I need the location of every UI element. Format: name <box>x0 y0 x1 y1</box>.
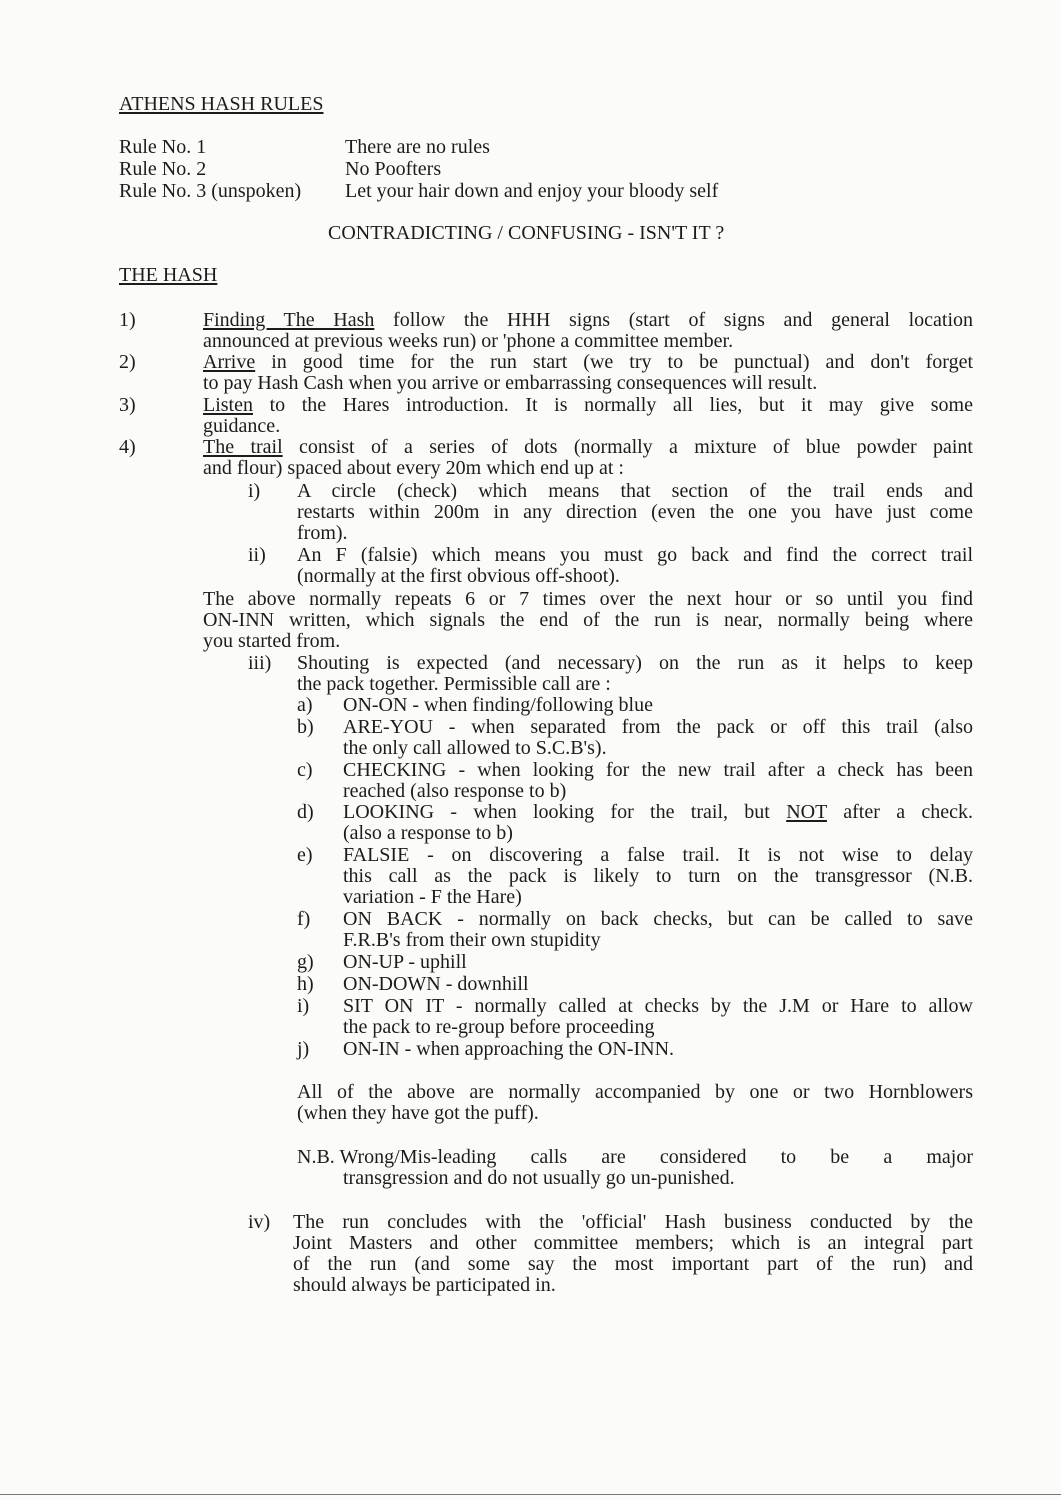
item-number: 4) <box>119 436 136 458</box>
sub-item-text: of the run (and some say the most important part of the run) and <box>293 1253 973 1275</box>
sub-item-text: An F (falsie) which means you must go back and find the correct trail <box>297 544 973 566</box>
call-item <box>343 1039 973 1060</box>
call-letter: e) <box>297 844 313 866</box>
call-text: the only call allowed to S.C.B's). <box>343 737 607 759</box>
sub-item-text: restarts within 200m in any direction (even the one you have just come <box>297 501 973 523</box>
call-letter: j) <box>297 1038 310 1060</box>
page-edge-line <box>0 1494 1061 1495</box>
item-text: announced at previous weeks run) or 'phone a committee member. <box>203 330 734 352</box>
list-item <box>203 395 973 437</box>
call-letter: b) <box>297 716 314 738</box>
call-item <box>343 717 973 759</box>
sub-item <box>297 653 973 695</box>
call-letter: c) <box>297 759 313 781</box>
call-text: ON BACK - normally on back checks, but can be called to save <box>343 908 973 930</box>
sub-item-text: The run concludes with the 'official' Hash business conducted by the <box>293 1211 973 1233</box>
item-number: 3) <box>119 394 136 416</box>
note-word: are <box>601 1146 626 1168</box>
note-word: be <box>830 1146 850 1168</box>
call-item <box>343 760 973 802</box>
sub-item-text: should always be participated in. <box>293 1274 556 1296</box>
paragraph-line: The above normally repeats 6 or 7 times over the next hour or so until you find <box>203 588 973 610</box>
call-text: F.R.B's from their own stupidity <box>343 929 601 951</box>
sub-item-text: Joint Masters and other committee members; which is an integral part <box>293 1232 973 1254</box>
rule-text: There are no rules <box>345 136 490 158</box>
call-text: SIT ON IT - normally called at checks by the J.M or Hare to allow <box>343 995 973 1017</box>
call-item <box>343 974 973 995</box>
section-heading: THE HASH <box>119 264 218 286</box>
call-text: this call as the pack is likely to turn on the transgressor (N.B. <box>343 865 973 887</box>
sub-item <box>297 481 973 544</box>
paragraph <box>203 589 973 652</box>
call-text: variation - F the Hare) <box>343 886 522 908</box>
item-text: follow the HHH signs (start of signs and general location <box>393 309 973 331</box>
item-text: in good time for the run start (we try to be punctual) and don't forget <box>271 351 974 373</box>
rule-text: No Poofters <box>345 158 442 180</box>
call-letter: h) <box>297 973 314 995</box>
note-word: to <box>780 1146 797 1168</box>
tagline: CONTRADICTING / CONFUSING - ISN'T IT ? <box>328 222 725 244</box>
sub-item-text: the pack together. Permissible call are : <box>297 673 611 695</box>
sub-item-text: A circle (check) which means that section of the trail ends and <box>297 480 973 502</box>
note-word: calls <box>530 1146 568 1168</box>
sub-item-number: iv) <box>248 1211 271 1233</box>
sub-item-text: (normally at the first obvious off-shoot). <box>297 565 620 587</box>
rule-text: Let your hair down and enjoy your bloody self <box>345 180 719 202</box>
item-heading: The trail <box>203 436 283 458</box>
list-item <box>203 310 973 352</box>
sub-item-text: Shouting is expected (and necessary) on the run as it helps to keep <box>297 652 973 674</box>
item-number: 2) <box>119 351 136 373</box>
paragraph-line: ON-INN written, which signals the end of the run is near, normally being where <box>203 609 973 631</box>
rule-number: Rule No. 2 <box>119 158 207 180</box>
document-title: ATHENS HASH RULES <box>119 93 324 115</box>
call-item <box>343 909 973 951</box>
call-text: CHECKING - when looking for the new trail after a check has been <box>343 759 973 781</box>
call-emphasis: NOT <box>786 801 827 823</box>
item-text: guidance. <box>203 415 281 437</box>
item-text: consist of a series of dots (normally a mixture of blue powder paint <box>299 436 973 458</box>
sub-item <box>293 1212 973 1296</box>
call-item <box>343 845 973 908</box>
call-text: LOOKING - when looking for the trail, but <box>343 801 770 823</box>
paragraph-line: you started from. <box>203 630 341 652</box>
call-text: after a check. <box>843 801 974 823</box>
call-text: ARE-YOU - when separated from the pack or off this trail (also <box>343 716 973 738</box>
call-letter: a) <box>297 694 313 716</box>
rule-number: Rule No. 3 (unspoken) <box>119 180 302 202</box>
paragraph <box>297 1082 973 1124</box>
note-word: considered <box>659 1146 747 1168</box>
item-heading: Listen <box>203 394 253 416</box>
note-line <box>297 1147 973 1168</box>
item-heading: Finding The Hash <box>203 309 375 331</box>
note-word: major <box>926 1146 973 1168</box>
note-label: N.B. Wrong/Mis-leading <box>297 1146 497 1168</box>
sub-item-number: ii) <box>248 544 266 566</box>
paragraph-line: (when they have got the puff). <box>297 1102 539 1124</box>
note-text: transgression and do not usually go un-punished. <box>343 1167 735 1189</box>
call-text: ON-IN - when approaching the ON-INN. <box>343 1038 675 1060</box>
call-text: reached (also response to b) <box>343 780 567 802</box>
sub-item-text: from). <box>297 522 348 544</box>
sub-item <box>297 545 973 587</box>
rule-number: Rule No. 1 <box>119 136 207 158</box>
sub-item-number: iii) <box>248 652 272 674</box>
item-text: to pay Hash Cash when you arrive or embarrassing consequences will result. <box>203 372 818 394</box>
sub-item-number: i) <box>248 480 261 502</box>
item-text: and flour) spaced about every 20m which end up at : <box>203 457 624 479</box>
call-text: ON-DOWN - downhill <box>343 973 529 995</box>
call-text: FALSIE - on discovering a false trail. It is not wise to delay <box>343 844 973 866</box>
call-text: (also a response to b) <box>343 822 513 844</box>
call-letter: i) <box>297 995 310 1017</box>
call-letter: f) <box>297 908 311 930</box>
call-text: the pack to re-group before proceeding <box>343 1016 655 1038</box>
paragraph-line: All of the above are normally accompanied by one or two Hornblowers <box>297 1081 973 1103</box>
call-item <box>343 996 973 1038</box>
item-number: 1) <box>119 309 136 331</box>
call-text: ON-ON - when finding/following blue <box>343 694 653 716</box>
call-letter: d) <box>297 801 314 823</box>
item-heading: Arrive <box>203 351 256 373</box>
call-letter: g) <box>297 951 314 973</box>
list-item <box>203 352 973 394</box>
item-text: to the Hares introduction. It is normally all lies, but it may give some <box>269 394 973 416</box>
call-item <box>343 802 973 844</box>
list-item <box>203 437 973 479</box>
call-item <box>343 695 973 716</box>
note-word: a <box>883 1146 893 1168</box>
call-item <box>343 952 973 973</box>
call-text: ON-UP - uphill <box>343 951 467 973</box>
